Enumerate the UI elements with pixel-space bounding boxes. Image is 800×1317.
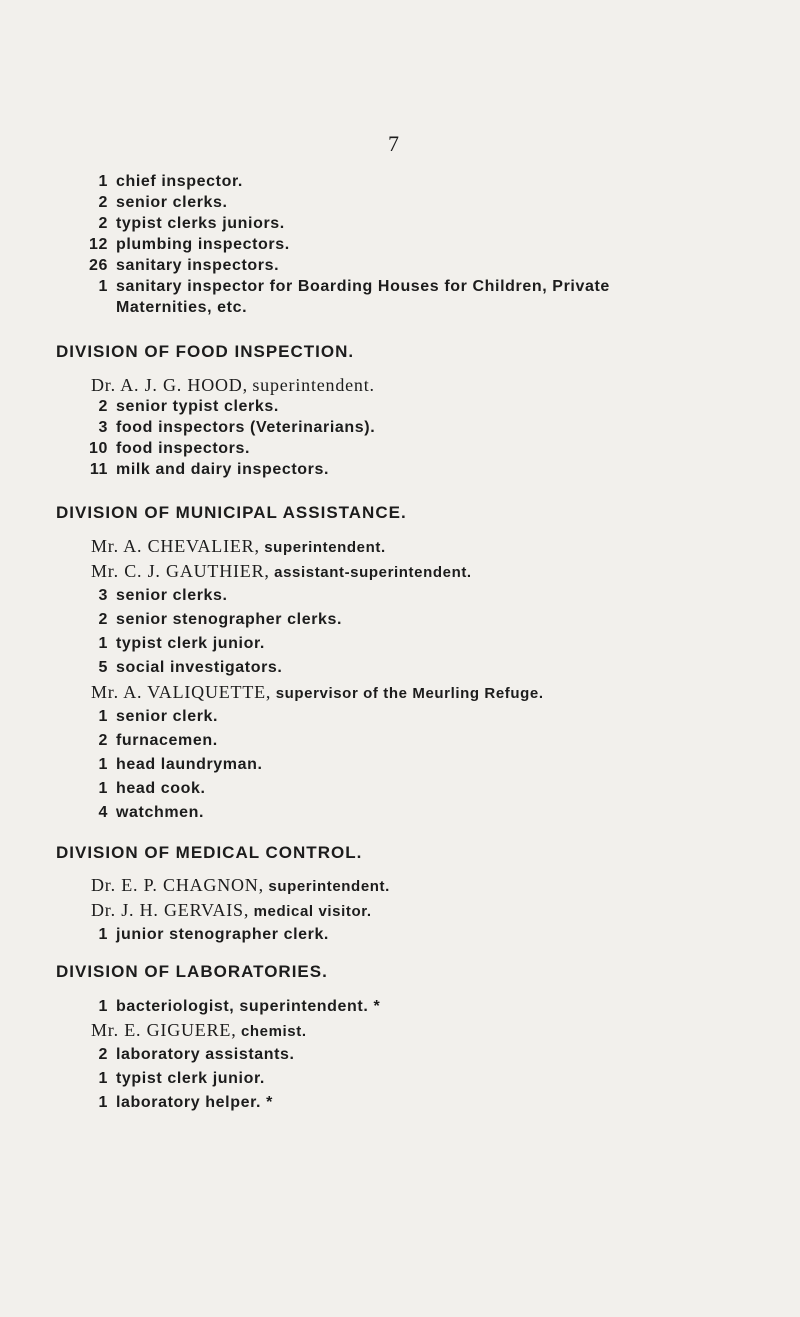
list-item: 1 typist clerk junior.: [98, 635, 265, 652]
list-item: 1 senior clerk.: [98, 708, 219, 725]
list-item: 2 typist clerks juniors.: [98, 215, 285, 232]
list-item: 2 senior typist clerks.: [98, 398, 279, 415]
list-item: 10 food inspectors.: [89, 440, 251, 457]
list-item: 1 bacteriologist, superintendent. *: [98, 998, 381, 1015]
list-item: 4 watchmen.: [98, 804, 205, 821]
section-heading-municipal: DIVISION OF MUNICIPAL ASSISTANCE.: [56, 503, 407, 522]
superintendent-line: Mr. A. CHEVALIER, superintendent.: [91, 536, 386, 556]
superintendent-line: Dr. E. P. CHAGNON, superintendent.: [91, 875, 390, 895]
list-item: 2 senior stenographer clerks.: [98, 611, 343, 628]
list-item: 11 milk and dairy inspectors.: [89, 461, 329, 478]
list-item: 1 sanitary inspector for Boarding Houses for Children, Private: [98, 278, 610, 295]
list-item: 2 laboratory assistants.: [98, 1046, 295, 1063]
section-heading-laboratories: DIVISION OF LABORATORIES.: [56, 962, 328, 981]
page-number: 7: [388, 131, 399, 156]
list-item: 1 junior stenographer clerk.: [98, 926, 329, 943]
list-item: 1 laboratory helper. *: [98, 1094, 273, 1111]
list-item: 1 head laundryman.: [98, 756, 263, 773]
list-item: 26 sanitary inspectors.: [89, 257, 280, 274]
section-heading-medical: DIVISION OF MEDICAL CONTROL.: [56, 843, 363, 862]
section-heading-food: DIVISION OF FOOD INSPECTION.: [56, 342, 355, 361]
chemist-line: Mr. E. GIGUERE, chemist.: [91, 1020, 307, 1040]
list-item: 12 plumbing inspectors.: [89, 236, 290, 253]
list-item: 3 food inspectors (Veterinarians).: [98, 419, 376, 436]
list-item: 1 chief inspector.: [98, 173, 243, 190]
list-item-continuation: Maternities, etc.: [116, 299, 248, 316]
list-item: 2 senior clerks.: [98, 194, 228, 211]
supervisor-line: Mr. A. VALIQUETTE, supervisor of the Meurling Refuge.: [91, 682, 544, 702]
list-item: 3 senior clerks.: [98, 587, 228, 604]
list-item: 1 typist clerk junior.: [98, 1070, 265, 1087]
assistant-superintendent-line: Mr. C. J. GAUTHIER, assistant-superintendent.: [91, 561, 472, 581]
list-item: 1 head cook.: [98, 780, 206, 797]
list-item: 5 social investigators.: [98, 659, 283, 676]
superintendent-line: Dr. A. J. G. HOOD, superintendent.: [91, 375, 375, 395]
list-item: 2 furnacemen.: [98, 732, 218, 749]
medical-visitor-line: Dr. J. H. GERVAIS, medical visitor.: [91, 900, 372, 920]
